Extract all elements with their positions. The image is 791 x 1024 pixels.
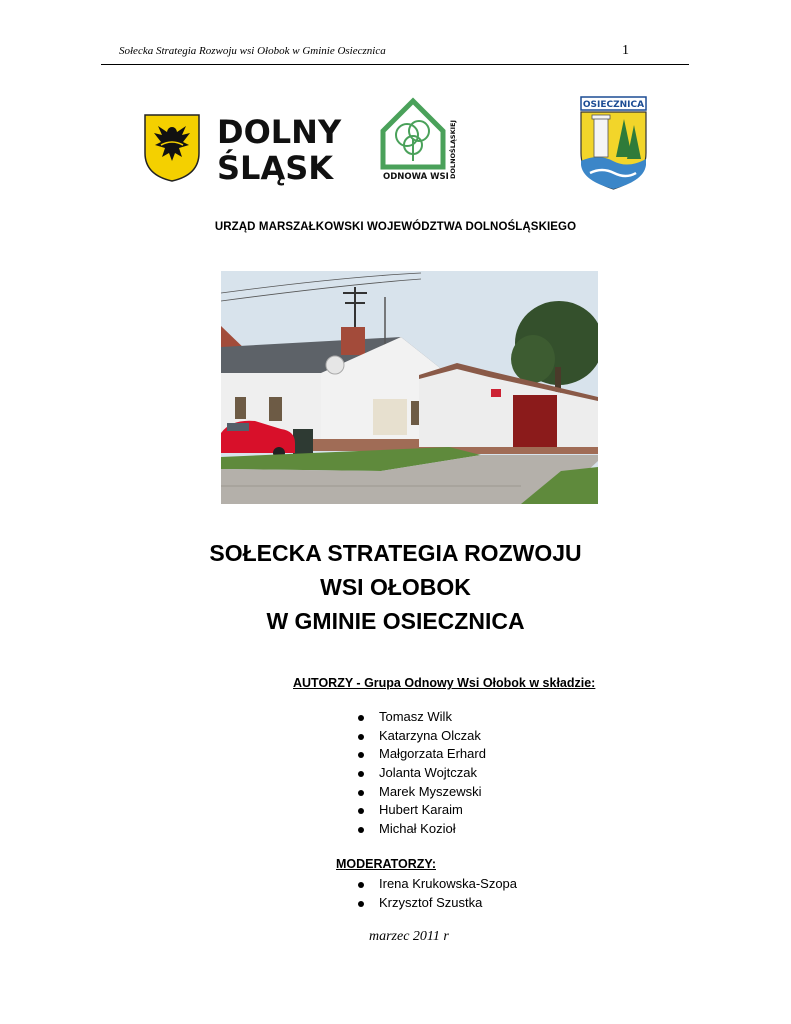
list-item	[356, 894, 517, 913]
author-name: Michał Kozioł	[379, 821, 456, 837]
list-item	[356, 764, 486, 783]
bullet-icon	[358, 734, 364, 740]
authors-heading: AUTORZY - Grupa Odnowy Wsi Ołobok w składzie:	[293, 676, 596, 690]
author-name: Jolanta Wojtczak	[379, 765, 478, 781]
document-title	[0, 536, 791, 638]
title-line-1: SOŁECKA STRATEGIA ROZWOJU	[209, 540, 582, 566]
slask-text: ŚLĄSK	[217, 149, 334, 187]
moderator-name: Krzysztof Szustka	[379, 894, 483, 910]
author-name: Katarzyna Olczak	[379, 727, 481, 743]
dolny-text: DOLNY	[217, 113, 342, 151]
dolnoslaskiej-text: DOLNOŚLĄSKIEJ	[449, 120, 457, 179]
list-item	[356, 801, 486, 820]
bullet-icon	[358, 827, 364, 833]
authors-list	[356, 708, 486, 839]
bullet-icon	[358, 901, 364, 907]
osiecznica-text: OSIECZNICA	[582, 100, 645, 110]
author-name: Małgorzata Erhard	[379, 746, 486, 762]
list-item	[356, 875, 517, 894]
list-item	[356, 783, 486, 802]
list-item	[356, 745, 486, 764]
moderators-heading: MODERATORZY:	[336, 857, 436, 871]
dolny-slask-logo	[133, 103, 359, 187]
office-name: URZĄD MARSZAŁKOWSKI WOJEWÓDZTWA DOLNOŚLĄSKIEGO	[214, 221, 577, 233]
bullet-icon	[358, 808, 364, 814]
odnowa-wsi-text: ODNOWA WSI	[383, 172, 449, 182]
bullet-icon	[358, 752, 364, 758]
bullet-icon	[358, 771, 364, 777]
running-header: Sołecka Strategia Rozwoju wsi Ołobok w Gminie Osiecznica	[119, 45, 386, 57]
author-name: Hubert Karaim	[379, 802, 463, 818]
page-number: 1	[622, 43, 629, 58]
title-line-3: W GMINIE OSIECZNICA	[266, 608, 525, 634]
moderator-name: Irena Krukowska-Szopa	[379, 876, 518, 891]
moderators-list	[356, 875, 517, 912]
bullet-icon	[358, 715, 364, 721]
list-item	[356, 708, 486, 727]
author-name: Marek Myszewski	[379, 783, 482, 799]
bullet-icon	[358, 790, 364, 796]
list-item	[356, 727, 486, 746]
document-date: marzec 2011 r	[369, 929, 449, 944]
odnowa-wsi-logo	[375, 95, 461, 185]
header-rule	[101, 64, 689, 65]
author-name: Tomasz Wilk	[379, 709, 452, 724]
village-building-photo	[221, 271, 598, 504]
title-line-2: WSI OŁOBOK	[320, 574, 471, 600]
list-item	[356, 820, 486, 839]
bullet-icon	[358, 882, 364, 888]
osiecznica-coat-of-arms	[578, 95, 649, 192]
